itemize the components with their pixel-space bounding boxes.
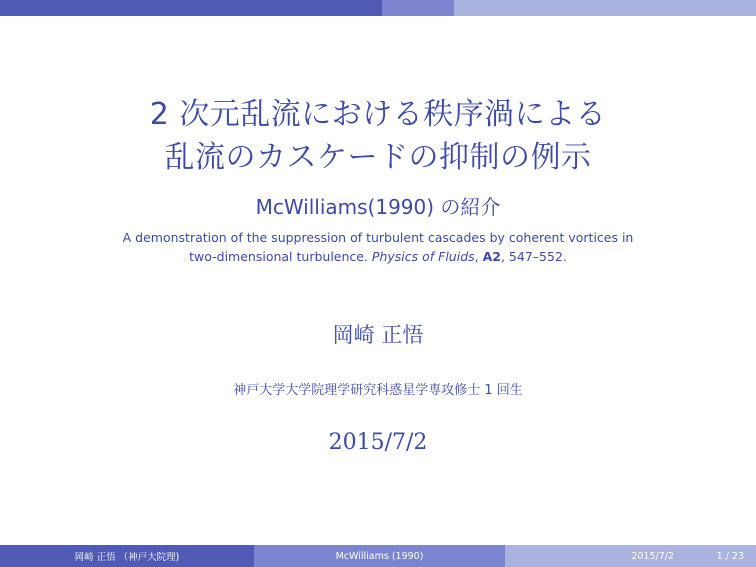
footer-date: 2015/7/2 (631, 550, 674, 562)
slide-content (0, 16, 756, 537)
footer-meta (505, 545, 756, 567)
page-title (0, 94, 756, 179)
author-affiliation: 神戸大学大学院理学研究科惑星学専攻修士 1 回生 (233, 382, 523, 398)
reference-volume: A2 (482, 248, 501, 264)
reference-separator: , (474, 248, 483, 264)
reference-journal: Physics of Fluids (371, 248, 475, 264)
page-subtitle: McWilliams(1990) の紹介 (255, 195, 501, 220)
topbar-segment-light (454, 0, 756, 16)
reference-line-2-pre: two-dimensional turbulence. (189, 248, 372, 264)
author-name: 岡崎 正悟 (332, 322, 424, 347)
reference-line-2-post: , 547–552. (500, 248, 567, 264)
footer-title: McWilliams (1990) (254, 545, 505, 567)
reference-citation (0, 229, 756, 267)
slide-footer (0, 545, 756, 567)
page-title-line-2: 乱流のカスケードの抑制の例示 (164, 139, 592, 175)
page-title-line-1: 2 次元乱流における秩序渦による (149, 97, 607, 132)
topbar-segment-mid (382, 0, 454, 16)
reference-line-1: A demonstration of the suppression of turbulent cascades by coherent vortices in (122, 230, 634, 246)
presentation-date: 2015/7/2 (328, 429, 428, 455)
slide-top-decoration (0, 0, 756, 16)
topbar-segment-dark (0, 0, 382, 16)
footer-page-number: 1 / 23 (716, 550, 744, 562)
footer-author: 岡崎 正悟 （神戸大院理) (0, 545, 254, 567)
